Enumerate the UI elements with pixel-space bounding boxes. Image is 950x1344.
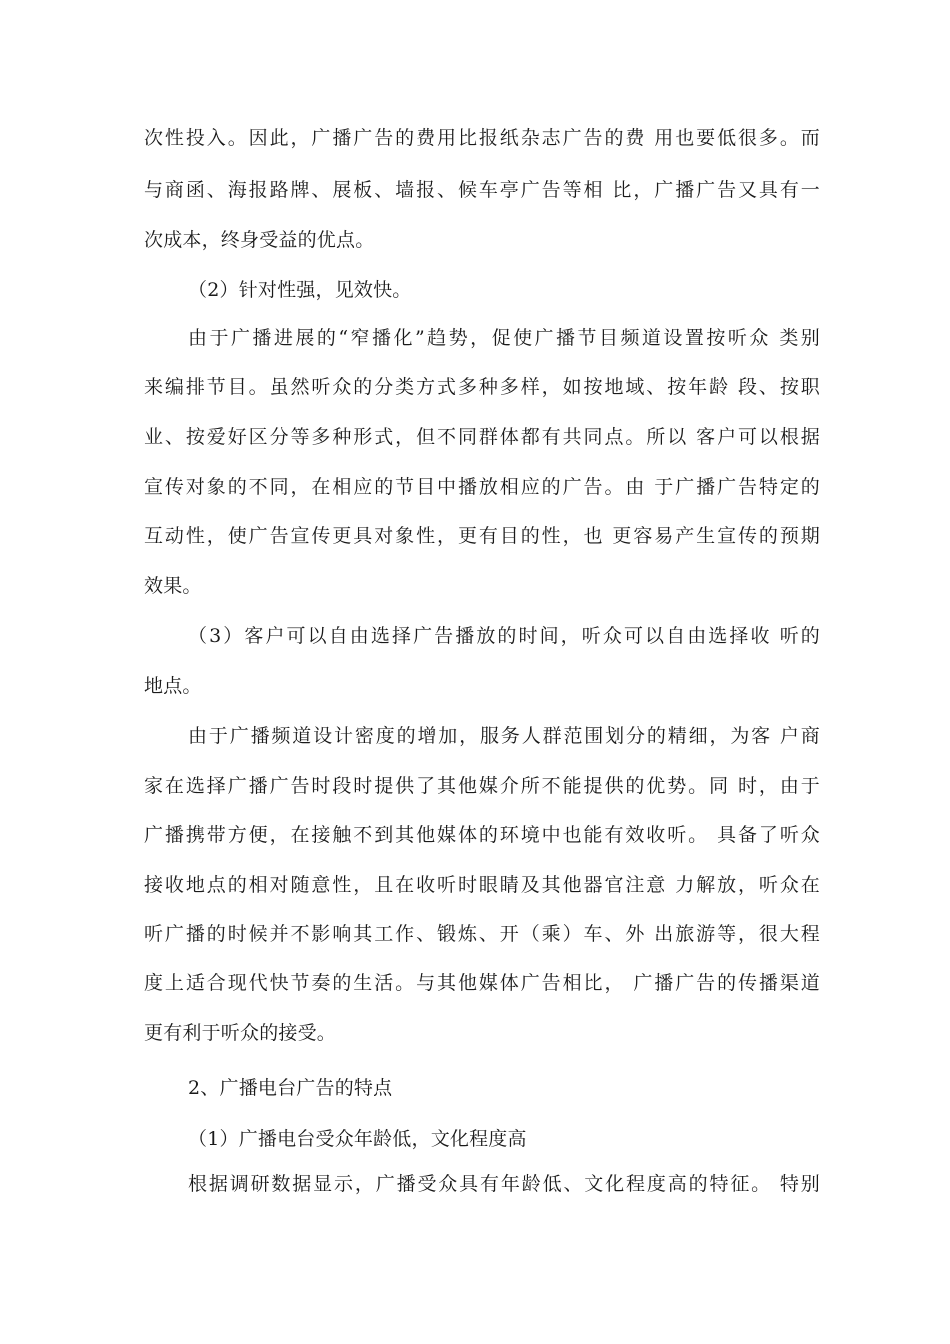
paragraph-line: 根据调研数据显示，广播受众具有年龄低、文化程度高的特征。 特别 xyxy=(188,1173,820,1195)
subheading: （1）广播电台受众年龄低，文化程度高 xyxy=(188,1128,527,1150)
paragraph-line: 广播携带方便，在接触不到其他媒体的环境中也能有效收听。 具备了听众 xyxy=(144,824,820,846)
paragraph-line: 宣传对象的不同，在相应的节目中播放相应的广告。由 于广播广告特定的 xyxy=(144,476,820,498)
paragraph-line: 家在选择广播广告时段时提供了其他媒介所不能提供的优势。同 时，由于 xyxy=(144,775,820,797)
paragraph-line: 互动性，使广告宣传更具对象性，更有目的性，也 更容易产生宣传的预期 xyxy=(144,525,820,547)
paragraph-line: 次性投入。因此，广播广告的费用比报纸杂志广告的费 用也要低很多。而 xyxy=(144,127,820,149)
section-heading: 2、广播电台广告的特点 xyxy=(188,1077,393,1099)
paragraph-line: 度上适合现代快节奏的生活。与其他媒体广告相比， 广播广告的传播渠道 xyxy=(144,972,820,994)
paragraph-line: 效果。 xyxy=(144,575,202,597)
paragraph-line: 由于广播进展的“窄播化”趋势，促使广播节目频道设置按听众 类别 xyxy=(188,327,820,349)
paragraph-line: 更有利于听众的接受。 xyxy=(144,1022,337,1044)
paragraph-line: 来编排节目。虽然听众的分类方式多种多样，如按地域、按年龄 段、按职 xyxy=(144,376,820,398)
paragraph-line: 业、按爱好区分等多种形式，但不同群体都有共同点。所以 客户可以根据 xyxy=(144,426,820,448)
paragraph-line: 与商函、海报路牌、展板、墙报、候车亭广告等相 比，广播广告又具有一 xyxy=(144,179,820,201)
subheading: 地点。 xyxy=(144,675,202,697)
subheading: （2）针对性强，见效快。 xyxy=(188,279,412,301)
paragraph-line: 由于广播频道设计密度的增加，服务人群范围划分的精细，为客 户商 xyxy=(188,725,820,747)
paragraph-line: 次成本，终身受益的优点。 xyxy=(144,229,375,251)
subheading: （3）客户可以自由选择广告播放的时间，听众可以自由选择收 听的 xyxy=(188,625,820,647)
paragraph-line: 听广播的时候并不影响其工作、锻炼、开（乘）车、外 出旅游等，很大程 xyxy=(144,923,820,945)
paragraph-line: 接收地点的相对随意性，且在收听时眼睛及其他器官注意 力解放，听众在 xyxy=(144,874,820,896)
